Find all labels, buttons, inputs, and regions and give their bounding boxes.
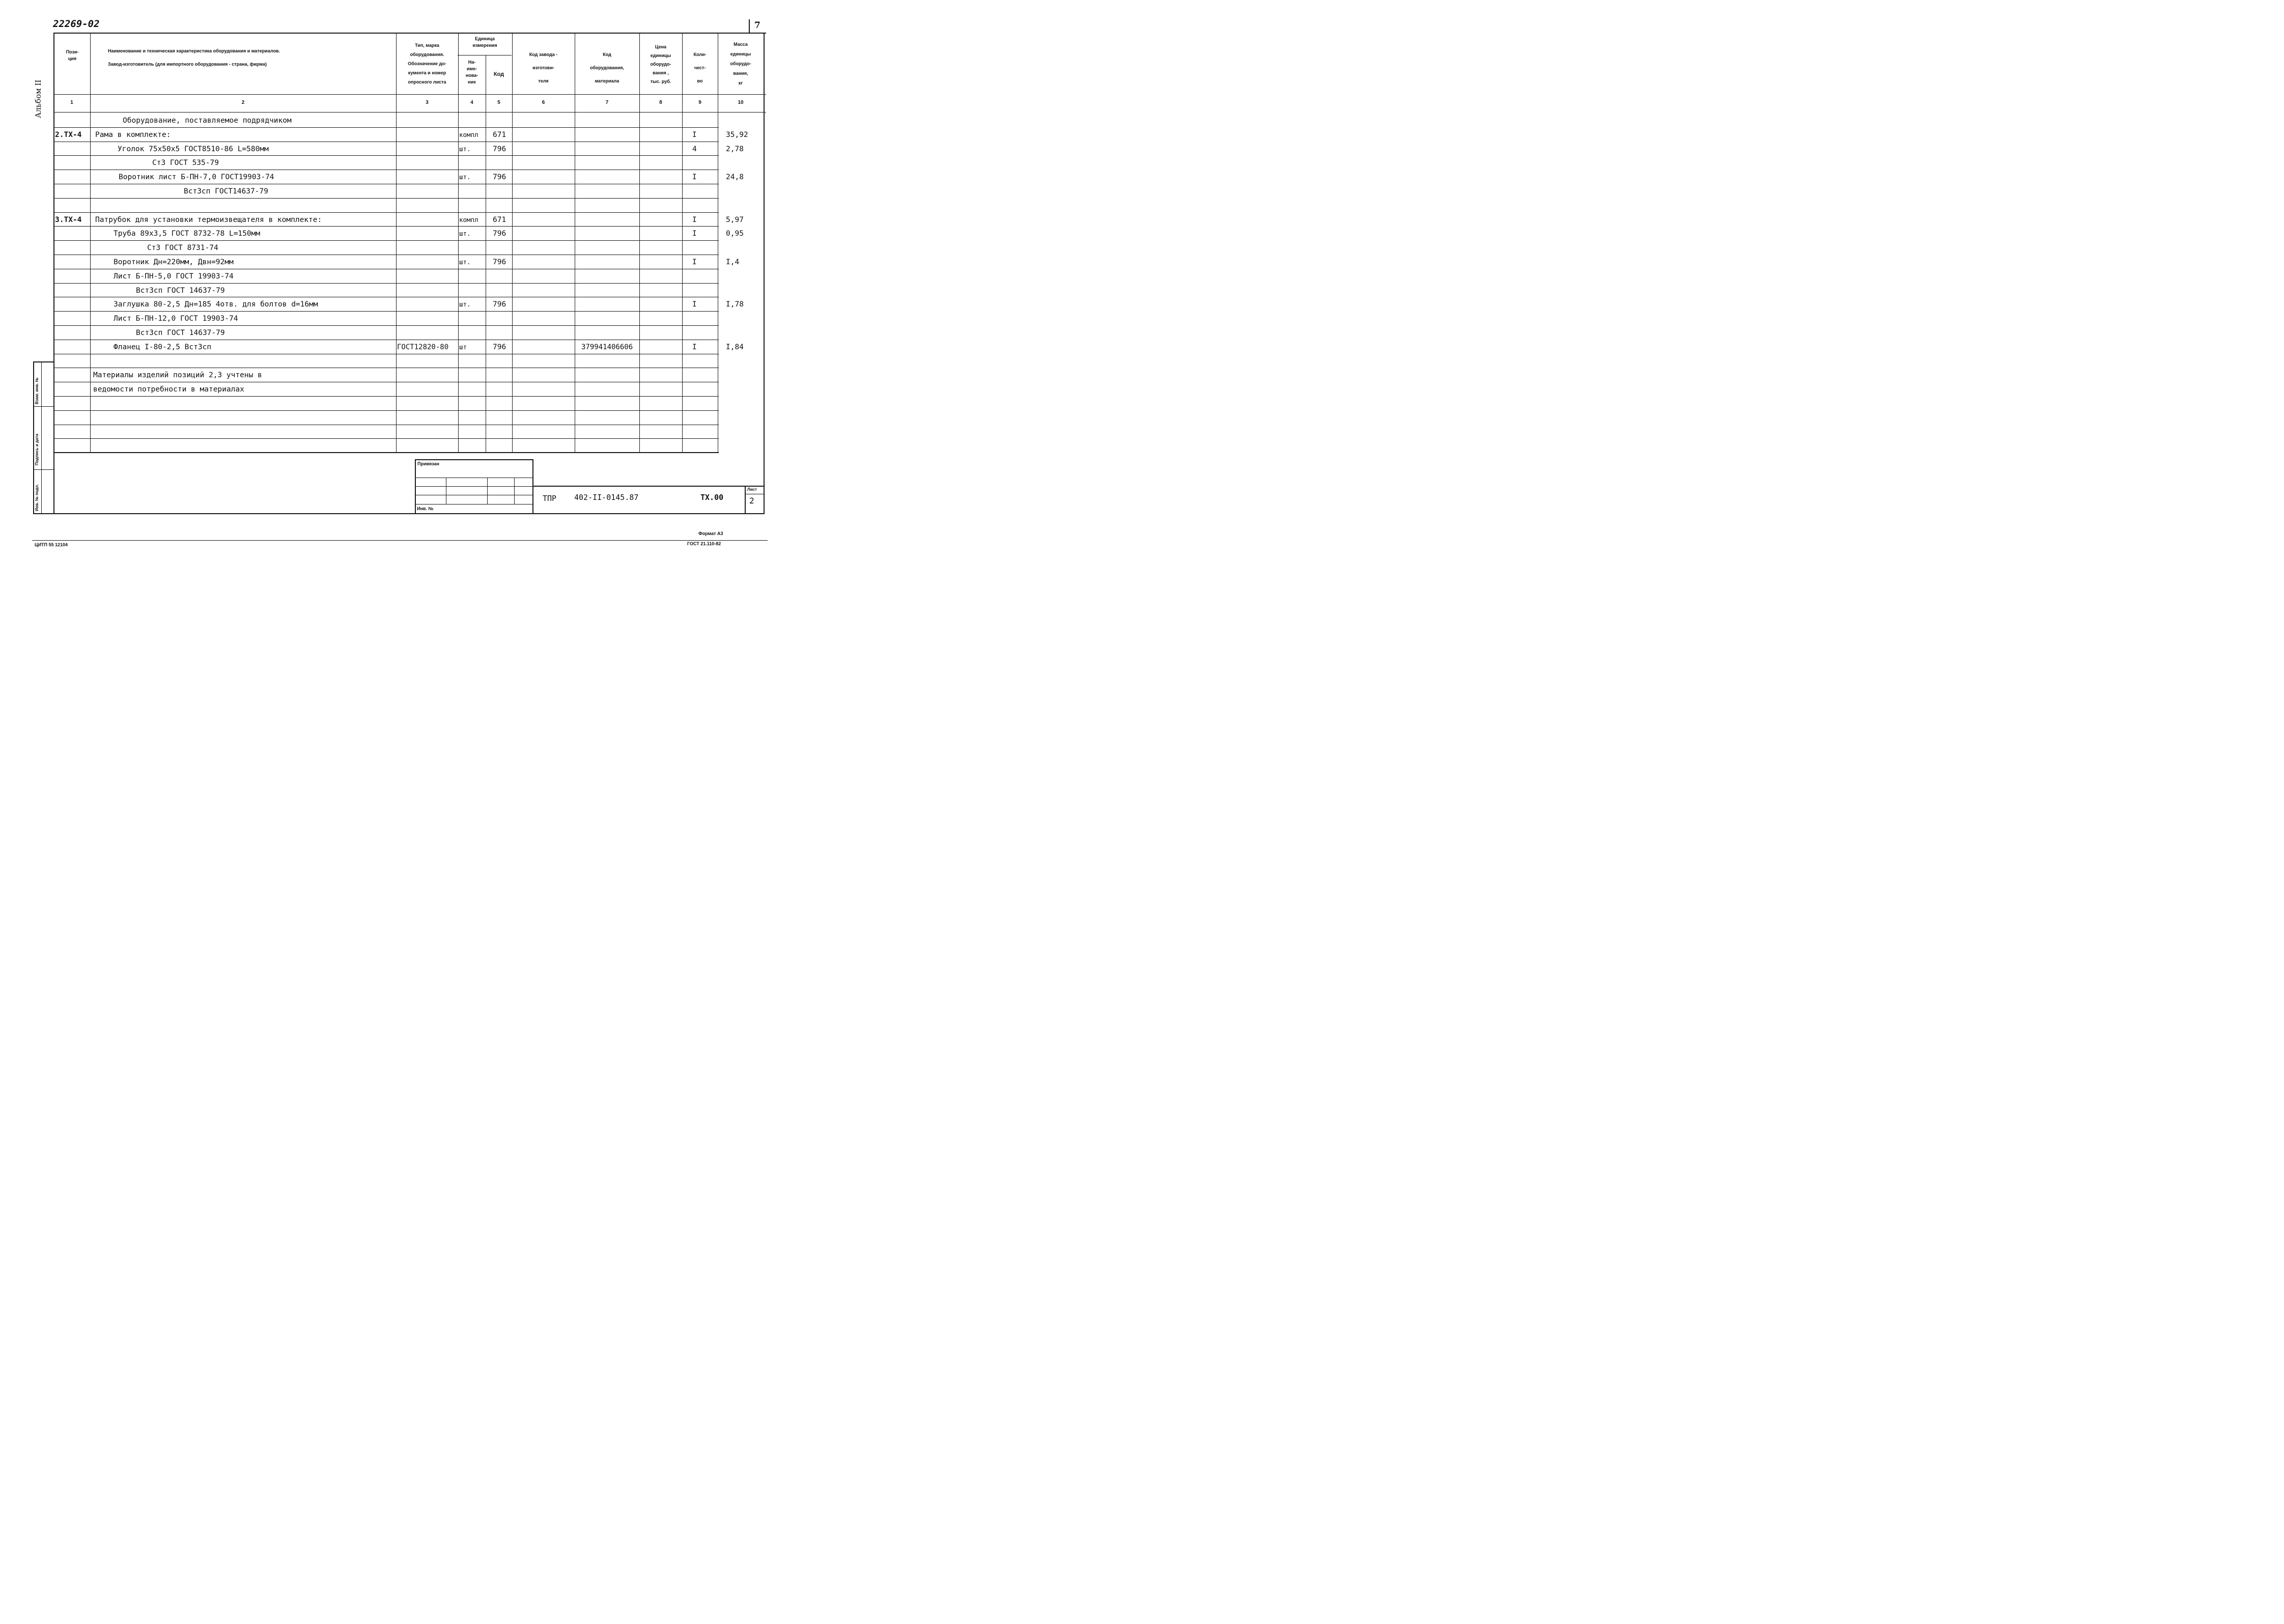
row-unit: шт.	[459, 173, 471, 181]
row-name: Фланец I-80-2,5 Вст3сп	[114, 343, 212, 351]
row-unit: компл	[459, 215, 478, 223]
row-unit-code: 671	[493, 130, 506, 139]
row-unit: компл	[459, 130, 478, 138]
header-mass: Масса единицы оборудо- вания, кг	[730, 42, 751, 86]
header-unit-group: Единица измерения	[472, 36, 497, 48]
stamp-sheet-number: 2	[749, 496, 754, 506]
row-unit-code: 796	[493, 173, 506, 182]
column-number-8: 8	[659, 100, 662, 105]
row-unit-code: 796	[493, 145, 506, 153]
document-number: 22269-02	[53, 18, 100, 30]
row-quantity: I	[692, 258, 697, 266]
row-name: Вст3сп ГОСТ14637-79	[184, 187, 268, 195]
column-number-7: 7	[605, 100, 609, 105]
footer-gost: ГОСТ 21.110-82	[687, 541, 721, 546]
column-number-9: 9	[698, 100, 701, 105]
row-unit-code: 796	[493, 343, 506, 351]
side-label-original-inv: Инв. № подл.	[35, 484, 39, 511]
table-row-line	[53, 396, 719, 397]
row-quantity: I	[692, 130, 697, 139]
row-name: Лист Б-ПН-5,0 ГОСТ 19903-74	[114, 272, 234, 281]
row-unit: шт	[459, 343, 467, 351]
column-number-1: 1	[70, 100, 73, 105]
row-type: ГОСТ12820-80	[397, 343, 449, 351]
table-row-line	[53, 240, 719, 241]
page-number: 7	[754, 20, 760, 31]
row-mass: I,4	[726, 258, 740, 266]
stamp-inv-label: Инв. №	[417, 506, 434, 511]
row-quantity: I	[692, 300, 697, 309]
row-name: Уголок 75х50х5 ГОСТ8510-86 L=580мм	[118, 145, 269, 153]
row-name: ведомости потребности в материалах	[93, 385, 244, 394]
row-equipment-code: 379941406606	[581, 343, 633, 351]
row-name: Патрубок для установки термоизвещателя в комплекте:	[95, 215, 322, 224]
row-unit: шт.	[459, 145, 471, 153]
row-mass: I,78	[726, 300, 744, 309]
column-number-4: 4	[470, 100, 473, 105]
row-quantity: I	[692, 230, 697, 238]
header-name: Наименование и техническая характеристика оборудования и материалов. Завод-изготовитель (для импортного оборудования - страна, фирма)	[108, 48, 280, 67]
side-label-replaced-inv: Взам. инв. №	[35, 377, 39, 404]
page-number-divider	[749, 19, 750, 33]
table-row-line	[53, 325, 719, 326]
table-row-line	[53, 311, 719, 312]
header-position: Пози- ция	[66, 49, 79, 61]
column-number-5: 5	[497, 100, 500, 105]
row-name: Лист Б-ПН-12,0 ГОСТ 19903-74	[114, 315, 238, 323]
row-quantity: I	[692, 173, 697, 182]
header-quantity: Коли- чест- во	[693, 52, 707, 83]
row-unit: шт.	[459, 230, 471, 238]
row-unit-code: 796	[493, 230, 506, 238]
row-name: Вст3сп ГОСТ 14637-79	[136, 329, 225, 337]
row-name: Вст3сп ГОСТ 14637-79	[136, 286, 225, 295]
row-quantity: I	[692, 343, 697, 351]
table-row-line	[53, 198, 719, 199]
row-mass: I,84	[726, 343, 744, 351]
table-row-line	[53, 127, 719, 128]
row-unit-code: 796	[493, 258, 506, 266]
column-number-10: 10	[738, 100, 744, 105]
table-row-line	[53, 438, 719, 439]
row-name: Ст3 ГОСТ 8731-74	[147, 244, 218, 253]
column-divider	[396, 33, 397, 452]
row-name: Воротник лист Б-ПН-7,0 ГОСТ19903-74	[119, 173, 274, 182]
row-name: Ст3 ГОСТ 535-79	[152, 159, 219, 167]
stamp-tpr: ТПР	[543, 494, 557, 503]
row-name: Материалы изделий позиций 2,3 учтены в	[93, 371, 262, 380]
footer-left-code: ЦИТП 55 12104	[35, 542, 68, 547]
row-name: Оборудование, поставляемое подрядчиком	[123, 117, 292, 125]
stamp-mark: ТХ.00	[700, 493, 724, 502]
row-unit-code: 671	[493, 215, 506, 224]
table-row-line	[53, 155, 719, 156]
column-divider	[458, 33, 459, 452]
column-divider	[682, 33, 683, 452]
table-row-line	[53, 226, 719, 227]
side-label-signature-date: Подпись и дата	[35, 434, 39, 465]
stamp-project-number: 402-II-0145.87	[574, 493, 639, 502]
header-equipment-code: Код оборудования, материала	[589, 52, 625, 83]
album-label: Альбом II	[34, 79, 43, 118]
column-divider	[90, 33, 91, 452]
header-type: Тип, марка оборудования. Обозначение до- кумента и номер опросного листа	[408, 43, 446, 85]
row-quantity: 4	[692, 145, 697, 153]
row-mass: 0,95	[726, 230, 744, 238]
row-unit: шт.	[459, 258, 471, 266]
row-mass: 24,8	[726, 173, 744, 182]
column-divider	[512, 33, 513, 452]
row-mass: 35,92	[726, 130, 748, 139]
table-row-line	[53, 283, 719, 284]
row-unit: шт.	[459, 300, 471, 309]
row-position: 2.ТХ-4	[55, 130, 82, 139]
row-name: Рама в комплекте:	[95, 130, 171, 139]
row-unit-code: 796	[493, 300, 506, 309]
row-mass: 2,78	[726, 145, 744, 153]
header-maker-code: Код завода - изготови- теля	[529, 52, 558, 83]
column-number-3: 3	[426, 100, 429, 105]
table-row-line	[53, 410, 719, 411]
row-name: Труба 89х3,5 ГОСТ 8732-78 L=150мм	[114, 230, 261, 238]
row-name: Воротник Дн=220мм, Двн=92мм	[114, 258, 234, 266]
header-price: Цена единицы оборудо- вания , тыс. руб.	[650, 44, 671, 84]
header-unit-code: Код	[493, 71, 504, 77]
header-unit-name: На- име- нова- ние	[465, 60, 478, 85]
column-number-6: 6	[542, 100, 545, 105]
column-number-2: 2	[241, 100, 245, 105]
row-name: Заглушка 80-2,5 Дн=185 4отв. для болтов d=16мм	[114, 300, 318, 309]
table-row-line	[53, 212, 719, 213]
row-mass: 5,97	[726, 215, 744, 224]
row-quantity: I	[692, 215, 697, 224]
row-position: 3.ТХ-4	[55, 215, 82, 224]
column-divider	[639, 33, 640, 452]
footer-line	[32, 540, 768, 541]
stamp-bound-label: Привязан	[417, 461, 439, 466]
stamp-sheet-label: Лист	[747, 487, 757, 492]
footer-format: Формат А3	[698, 531, 723, 536]
